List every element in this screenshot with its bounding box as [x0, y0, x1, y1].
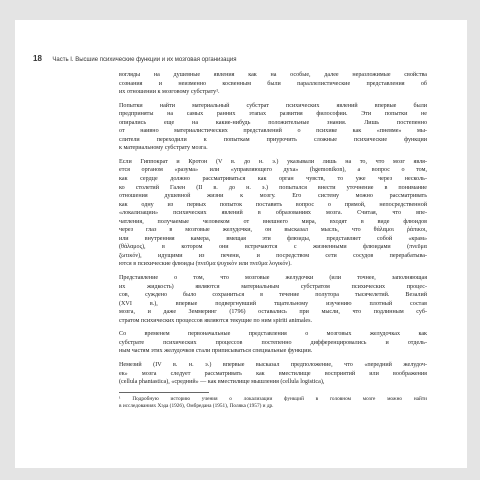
paragraph: [119, 71, 427, 97]
text-line: чатления, получаемые человеком от внешнего мира, входят в виде флюидов: [119, 218, 427, 225]
text-line: отношения душевной жизни к мозгу. Его систему можно рассматривать: [119, 193, 427, 200]
text-line: опирались еще на какие-нибудь положительные знания. Лишь постепенно: [119, 119, 427, 126]
text-line: ным частям этих желудочков стали приписываться специальные функции.: [119, 348, 313, 355]
text-line: «локализации» психических явлений в образованиях мозга. Считая, что впе-: [119, 210, 427, 217]
text-line: вогляды на душевные явления как на особые, далее неразложимые свойства: [119, 72, 427, 78]
text-line: ек» мозга следует рассматривать как вместилище восприятий или воображения: [119, 370, 427, 377]
text-line: слители переходили к попыткам приурочить сложные психические функции: [119, 136, 427, 143]
text-line: Со временем первоначальные представления о мозговых желудочках как: [119, 331, 427, 338]
footnote-divider: [119, 392, 209, 393]
text-line: Если Гиппократ и Кротон (V в. до н. э.) указывали лишь на то, что мозг явля-: [119, 158, 427, 165]
text-line: (cellula phantastica), «средний» — как вместилище мышления (cellula logistica),: [119, 379, 325, 386]
text-line: Немезий (IV в. н. э.) впервые высказал предположение, что «передний желудоч-: [119, 361, 427, 368]
paragraph: [119, 158, 427, 269]
text-line: как одну из первых попыток поставить вопрос о прямой, непосредственной: [119, 201, 427, 208]
paragraph: [119, 102, 427, 153]
text-line: их отношении к мозговому субстрату¹.: [119, 89, 220, 96]
text-line: сознания и неизменно косвенным были параллелистические представления об: [119, 80, 427, 87]
text-line: или внутренняя камера, вмещая эти флюиды, представляет собой «крам»: [119, 235, 427, 242]
footnote: [119, 396, 427, 410]
text-line: как сердце должно рассматриваться как орган чувств, то уже через несколь-: [119, 176, 427, 183]
text-line: ется органом «разума» или «управляющего духа» (hgemonikon), а вопрос о том,: [119, 167, 427, 174]
text-line: ко столетий Гален (II в. до н. э.) попытался внести уточнение в понимание: [119, 184, 427, 191]
text-line: от наивно материалистических представлений о психике как «пневме» мы-: [119, 128, 427, 135]
text-line: Попытки найти материальный субстрат психических явлений впервые были: [119, 102, 427, 109]
page-header: [33, 48, 447, 66]
text-line: Представление о том, что мозговые желудочки (или точнее, заполняющая: [119, 275, 427, 282]
paragraph: [119, 330, 427, 356]
text-line: мозга, и даже Земмеринг (1796) оставались при мысли, что подлинным суб-: [119, 309, 427, 316]
body-text: [119, 71, 427, 410]
page-number: 18: [33, 54, 42, 63]
text-line: ются в психические флюиды (πνεῦμα ψυχικὸν или πνεῦμα λογικόν).: [119, 261, 292, 268]
text-line: ζωτικόν), идущими из печени, и посредством сети сосудов перерабатыва-: [119, 252, 427, 259]
paragraph: [119, 361, 427, 387]
text-line: (XVI в.), впервые подвергнувший тщательному изучению плотный состав: [119, 300, 427, 307]
text-line: к материальному субстрату мозга.: [119, 145, 208, 152]
footnote-line: ¹ Подробную историю учения о локализации функций в головном мозге можно найти: [119, 395, 427, 402]
text-line: предприняты на самых ранних этапах развития философии. Эти попытки не: [119, 111, 427, 118]
footnote-line: в исследованиях Хэда (1926), Омбредана (1951), Поляка (1957) и др.: [119, 402, 274, 409]
book-page: [15, 20, 467, 468]
text-line: (θάλαμος), в котором они встречаются с жизненными флюидами (πνεῦμα: [119, 244, 427, 251]
text-line: их жидкость) являются материальным субстратом психических процес-: [119, 283, 427, 290]
text-line: через глаз в мозговые желудочки, он высказал мысль, что θάλαμοι ῥάπικοι,: [119, 227, 427, 234]
text-line: субстрате психических процессов постепенно дифференцировались и отдель-: [119, 339, 427, 346]
text-line: стратом психических процессов являются текущие по ним spiriti animales.: [119, 317, 313, 324]
text-line: сов, суждено было сохраниться в течение полутора тысячелетий. Везалий: [119, 292, 427, 299]
running-title: Часть I. Высшие психические функции и их мозговая организация: [52, 57, 237, 63]
paragraph: [119, 274, 427, 325]
